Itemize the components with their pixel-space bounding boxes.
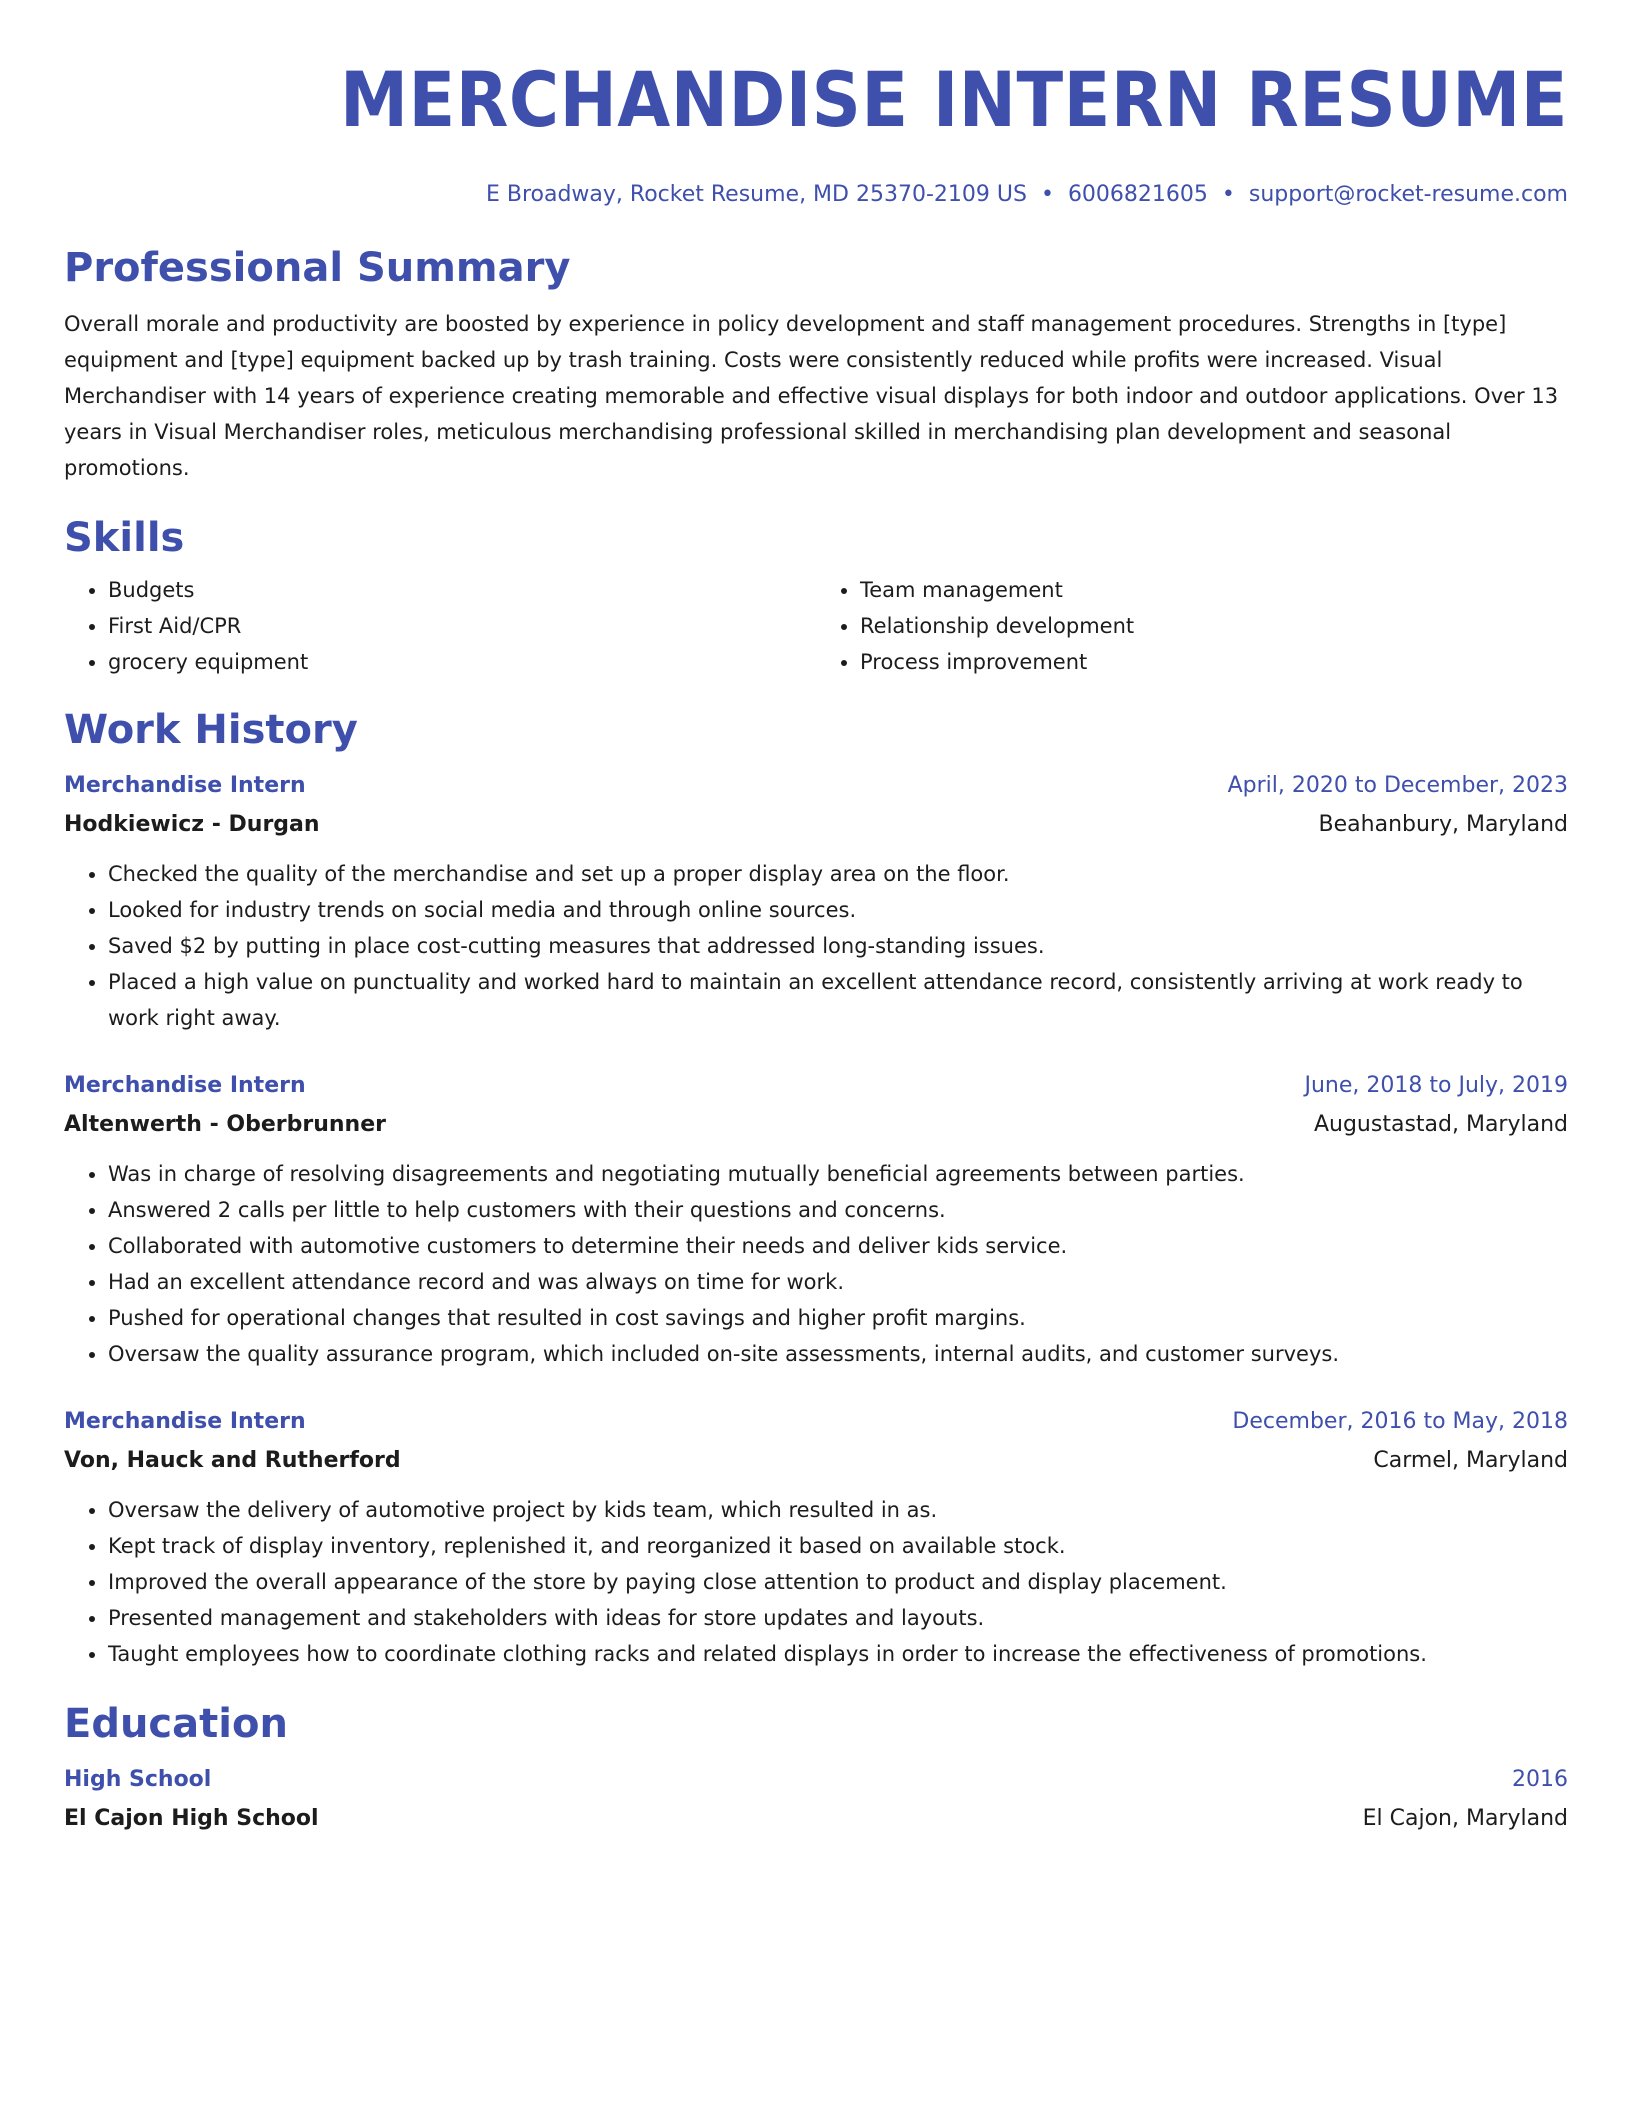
contact-phone: 6006821605: [1067, 182, 1208, 207]
job-entry: [64, 1070, 1568, 1372]
skill-item: • Team management: [860, 572, 1568, 608]
job-location: Carmel, Maryland: [1373, 1448, 1568, 1473]
skill-item: • First Aid/CPR: [108, 608, 816, 644]
skill-item: • Budgets: [108, 572, 816, 608]
job-bullet: • Improved the overall appearance of the store by paying close attention to product and display placement.: [108, 1564, 1568, 1600]
education-header: [64, 1764, 1568, 1796]
job-bullet: • Looked for industry trends on social media and through online sources.: [108, 892, 1568, 928]
job-bullet: • Taught employees how to coordinate clothing racks and related displays in order to increase the effectiveness of promotions.: [108, 1636, 1568, 1672]
job-bullets: [64, 856, 1568, 1036]
job-company: Altenwerth - Oberbrunner: [64, 1112, 386, 1137]
education-entry: [64, 1764, 1568, 1836]
education-degree: High School: [64, 1767, 212, 1792]
job-location: Augustastad, Maryland: [1313, 1112, 1568, 1137]
skill-item: • Process improvement: [860, 644, 1568, 680]
job-bullet: • Collaborated with automotive customers to determine their needs and deliver kids service.: [108, 1228, 1568, 1264]
job-bullet: • Oversaw the delivery of automotive project by kids team, which resulted in as.: [108, 1492, 1568, 1528]
contact-line: [64, 180, 1568, 210]
education-year: 2016: [1512, 1767, 1568, 1792]
job-dates: December, 2016 to May, 2018: [1232, 1409, 1568, 1434]
job-subheader: [64, 808, 1568, 842]
job-bullet: • Was in charge of resolving disagreements and negotiating mutually beneficial agreements between parties.: [108, 1156, 1568, 1192]
summary-heading: Professional Summary: [64, 245, 571, 291]
job-bullet: • Oversaw the quality assurance program, which included on-site assessments, internal audits, and customer surveys.: [108, 1336, 1568, 1372]
job-bullet: • Had an excellent attendance record and was always on time for work.: [108, 1264, 1568, 1300]
job-location: Beahanbury, Maryland: [1318, 812, 1568, 837]
education-subheader: [64, 1802, 1568, 1836]
job-subheader: [64, 1444, 1568, 1478]
job-bullet: • Kept track of display inventory, replenished it, and reorganized it based on available stock.: [108, 1528, 1568, 1564]
work-history-heading: Work History: [64, 707, 358, 753]
job-title: Merchandise Intern: [64, 1409, 306, 1434]
job-dates: April, 2020 to December, 2023: [1227, 773, 1568, 798]
skill-item: • grocery equipment: [108, 644, 816, 680]
job-dates: June, 2018 to July, 2019: [1304, 1073, 1568, 1098]
job-title: Merchandise Intern: [64, 773, 306, 798]
job-title: Merchandise Intern: [64, 1073, 306, 1098]
job-entry: [64, 1406, 1568, 1672]
education-location: El Cajon, Maryland: [1362, 1806, 1568, 1831]
summary-text: Overall morale and productivity are boosted by experience in policy development and staff management procedures. Strengths in [type] equipment and [type] equipment backed up by trash training. Costs were consistently reduced while profits were increased. Visual Merchandiser with 14 years of experience creating memorable and effective visual displays for both indoor and outdoor applications. Over 13 years in Visual Merchandiser roles, meticulous merchandising professional skilled in merchandising plan development and seasonal promotions.: [64, 312, 1559, 480]
job-bullet: • Placed a high value on punctuality and worked hard to maintain an excellent attendance record, consistently arriving at work ready to work right away.: [108, 964, 1568, 1036]
job-company: Von, Hauck and Rutherford: [64, 1448, 401, 1473]
job-subheader: [64, 1108, 1568, 1142]
job-bullet: • Answered 2 calls per little to help customers with their questions and concerns.: [108, 1192, 1568, 1228]
job-header: [64, 770, 1568, 802]
job-bullet: • Saved $2 by putting in place cost-cutting measures that addressed long-standing issues.: [108, 928, 1568, 964]
job-bullet: • Presented management and stakeholders with ideas for store updates and layouts.: [108, 1600, 1568, 1636]
job-company: Hodkiewicz - Durgan: [64, 812, 320, 837]
resume-title: MERCHANDISE INTERN RESUME: [339, 55, 1568, 144]
job-bullet: • Checked the quality of the merchandise and set up a proper display area on the floor.: [108, 856, 1568, 892]
contact-address: E Broadway, Rocket Resume, MD 25370-2109 US: [485, 182, 1027, 207]
contact-separator: •: [1040, 182, 1054, 207]
job-header: [64, 1070, 1568, 1102]
job-bullet: • Pushed for operational changes that resulted in cost savings and higher profit margins.: [108, 1300, 1568, 1336]
education-school: El Cajon High School: [64, 1806, 319, 1831]
contact-email[interactable]: support@rocket-resume.com: [1248, 182, 1568, 207]
job-entry: [64, 770, 1568, 1036]
job-header: [64, 1406, 1568, 1438]
skill-item: • Relationship development: [860, 608, 1568, 644]
job-bullets: [64, 1156, 1568, 1372]
job-bullets: [64, 1492, 1568, 1672]
contact-separator: •: [1221, 182, 1235, 207]
skills-list: [64, 572, 1568, 680]
skills-heading: Skills: [64, 515, 185, 561]
education-heading: Education: [64, 1701, 288, 1747]
skills-column-right: [816, 572, 1568, 680]
skills-column-left: [64, 572, 816, 680]
